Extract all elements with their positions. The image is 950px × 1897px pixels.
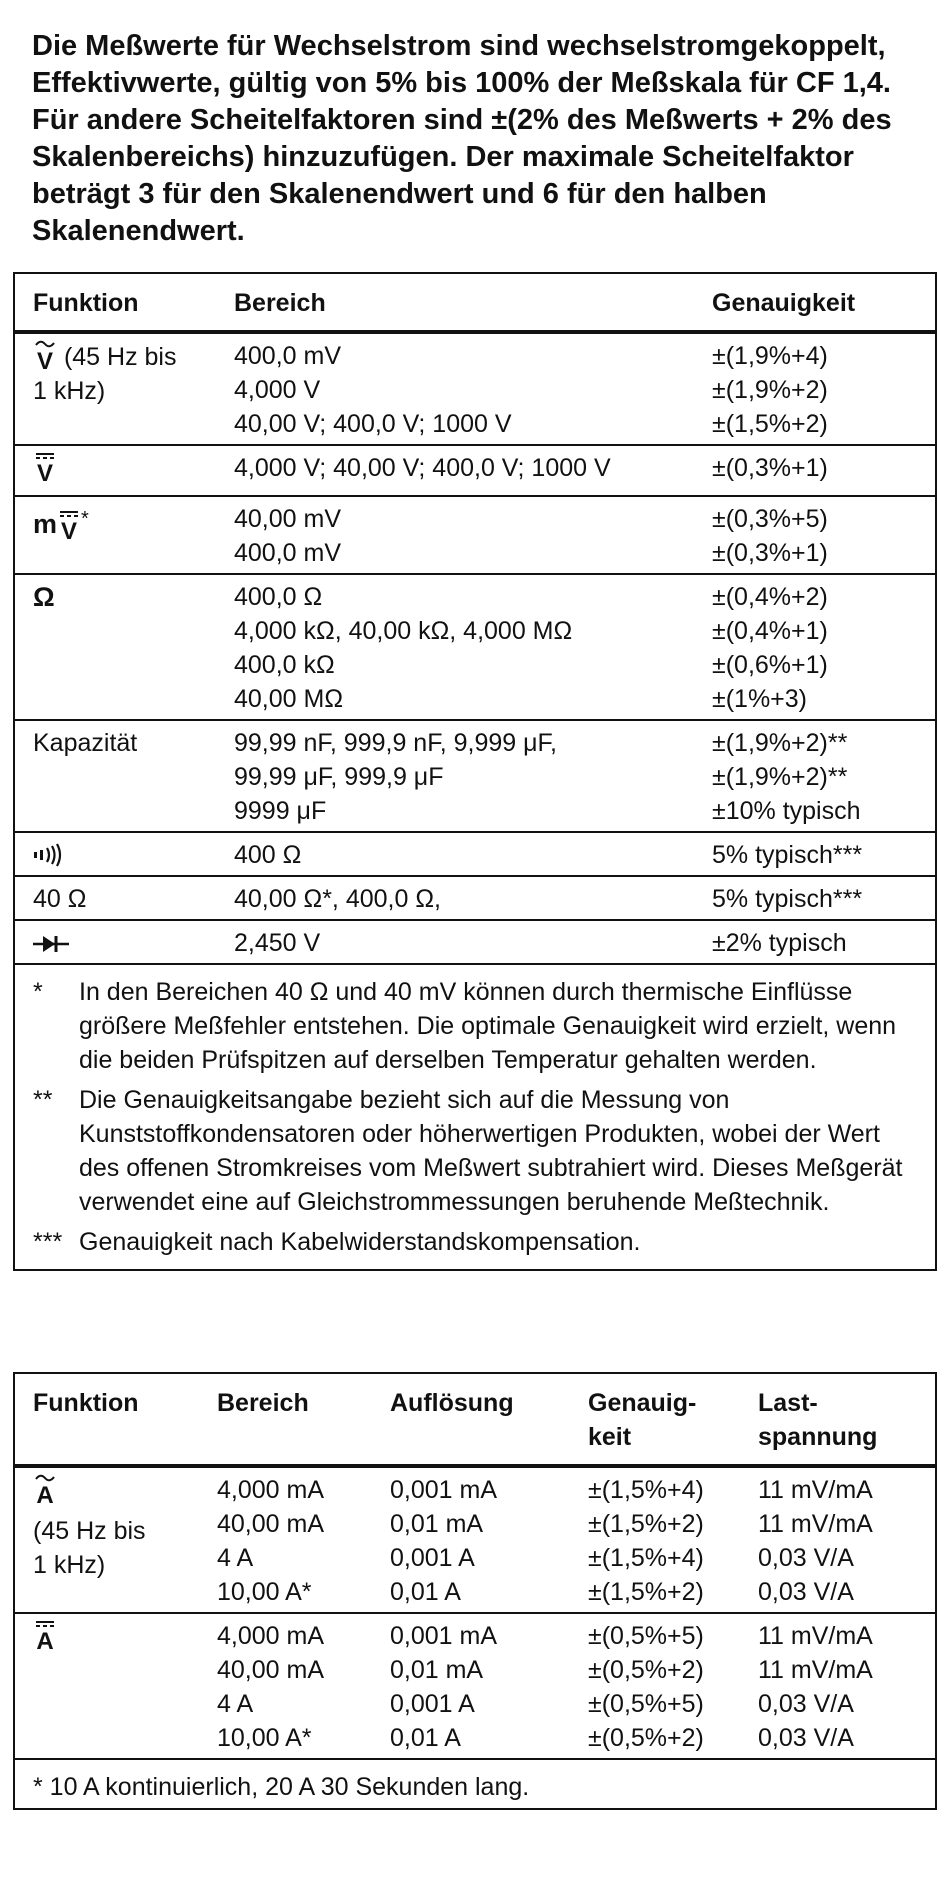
table-row — [14, 876, 936, 920]
voltage-resistance-spec-table — [13, 272, 937, 1271]
function-cell: m V * — [14, 496, 216, 574]
function-cell: 40 Ω — [14, 876, 216, 920]
range-cell: 4,000 mA 40,00 mA 4 A 10,00 A* — [199, 1613, 372, 1759]
accuracy-cell: ±(0,4%+2) ±(0,4%+1) ±(0,6%+1) ±(1%+3) — [694, 574, 936, 720]
svg-text:V: V — [36, 348, 54, 371]
table-header-row — [14, 273, 936, 332]
function-cell: A (45 Hz bis 1 kHz) — [14, 1466, 199, 1613]
column-header: Auflösung — [390, 1389, 514, 1417]
table-row — [14, 920, 936, 964]
footnotes — [14, 964, 936, 1270]
svg-text:A: A — [36, 1482, 54, 1505]
table-row — [14, 1613, 936, 1759]
accuracy-cell: ±(1,5%+4) ±(1,5%+2) ±(1,5%+4) ±(1,5%+2) — [570, 1466, 740, 1613]
column-header: Funktion — [33, 1389, 139, 1417]
burden-voltage-cell: 11 mV/mA 11 mV/mA 0,03 V/A 0,03 V/A — [740, 1466, 936, 1613]
table-row — [14, 332, 936, 445]
range-cell: 4,000 V; 40,00 V; 400,0 V; 1000 V — [216, 445, 694, 496]
table-row — [14, 720, 936, 832]
table-row — [14, 832, 936, 876]
svg-text:V: V — [36, 460, 54, 483]
function-cell: Kapazität — [14, 720, 216, 832]
table-row — [14, 1466, 936, 1613]
accuracy-cell: ±(1,9%+4) ±(1,9%+2) ±(1,5%+2) — [694, 332, 936, 445]
footnote: ** Die Genauigkeitsangabe bezieht sich auf die Messung von Kunststoffkondensatoren oder höherwertigen Produkten, wobei der Wert des offenen Stromkreises vom Meßwert subtrahiert wird. Dieses Meßgerät verwendet eine auf Gleichstrommessungen beruhende Meßtechnik. — [33, 1086, 903, 1216]
ohm-symbol: Ω — [33, 582, 55, 612]
dc-volt-symbol-icon — [57, 509, 81, 541]
range-cell: 40,00 mV 400,0 mV — [216, 496, 694, 574]
svg-text:A: A — [36, 1628, 54, 1651]
current-spec-table — [13, 1372, 937, 1810]
column-header: Genauigkeit — [712, 289, 856, 317]
column-header: Last- spannung — [758, 1389, 878, 1451]
accuracy-cell: ±(1,9%+2)** ±(1,9%+2)** ±10% typisch — [694, 720, 936, 832]
svg-text:V: V — [61, 518, 78, 541]
table-header-row — [14, 1373, 936, 1466]
continuity-beeper-icon — [33, 843, 65, 867]
function-cell — [14, 574, 216, 720]
ac-volt-symbol-icon — [33, 339, 57, 371]
column-header: Funktion — [33, 289, 139, 317]
range-cell: 4,000 mA 40,00 mA 4 A 10,00 A* — [199, 1466, 372, 1613]
table-row — [14, 496, 936, 574]
footnote: * 10 A kontinuierlich, 20 A 30 Sekunden lang. — [14, 1759, 936, 1809]
range-cell: 2,450 V — [216, 920, 694, 964]
accuracy-cell: 5% typisch*** — [694, 876, 936, 920]
footnote: *** Genauigkeit nach Kabelwiderstandskompensation. — [33, 1228, 641, 1256]
function-cell — [14, 920, 216, 964]
footnotes-row — [14, 964, 936, 1270]
range-cell: 400,0 Ω 4,000 kΩ, 40,00 kΩ, 4,000 MΩ 400,0 kΩ 40,00 MΩ — [216, 574, 694, 720]
column-header: Genauig- keit — [588, 1389, 697, 1451]
range-cell: 400 Ω — [216, 832, 694, 876]
ac-ampere-symbol-icon — [33, 1473, 57, 1505]
column-header: Bereich — [234, 289, 326, 317]
function-cell — [14, 832, 216, 876]
accuracy-cell: ±(0,3%+5) ±(0,3%+1) — [694, 496, 936, 574]
footnote: * In den Bereichen 40 Ω und 40 mV können durch thermische Einflüsse größere Meßfehler entstehen. Die optimale Genauigkeit wird erzielt, wenn die beiden Prüfspitzen auf derselben Temperatur gehalten werden. — [33, 978, 897, 1074]
ac-volt-symbol — [33, 341, 57, 371]
range-cell: 400,0 mV 4,000 V 40,00 V; 400,0 V; 1000 V — [216, 332, 694, 445]
intro-paragraph: Die Meßwerte für Wechselstrom sind wechselstromgekoppelt, Effektivwerte, gültig von 5% bis 100% der Meßskala für CF 1,4. Für andere Scheitelfaktoren sind ±(2% des Meßwerts + 2% des Skalenbereichs) hinzuzufügen. Der maximale Scheitelfaktor beträgt 3 für den Skalenendwert und 6 für den halben Skalenendwert. — [32, 30, 892, 247]
function-cell — [14, 1613, 199, 1759]
accuracy-cell: ±(0,3%+1) — [694, 445, 936, 496]
burden-voltage-cell: 11 mV/mA 11 mV/mA 0,03 V/A 0,03 V/A — [740, 1613, 936, 1759]
dc-ampere-symbol-icon — [33, 1619, 57, 1651]
accuracy-cell: 5% typisch*** — [694, 832, 936, 876]
function-cell — [14, 445, 216, 496]
diode-icon — [33, 934, 69, 954]
dc-volt-symbol-icon — [33, 451, 57, 483]
range-cell: 99,99 nF, 999,9 nF, 9,999 μF, 99,99 μF, 999,9 μF 9999 μF — [216, 720, 694, 832]
column-header: Bereich — [217, 1389, 309, 1417]
table-row — [14, 445, 936, 496]
resolution-cell: 0,001 mA 0,01 mA 0,001 A 0,01 A — [372, 1613, 570, 1759]
range-cell: 40,00 Ω*, 400,0 Ω, — [216, 876, 694, 920]
function-cell: V (45 Hz bis 1 kHz) — [14, 332, 216, 445]
accuracy-cell: ±(0,5%+5) ±(0,5%+2) ±(0,5%+5) ±(0,5%+2) — [570, 1613, 740, 1759]
resolution-cell: 0,001 mA 0,01 mA 0,001 A 0,01 A — [372, 1466, 570, 1613]
footnote-row — [14, 1759, 936, 1809]
table-row — [14, 574, 936, 720]
accuracy-cell: ±2% typisch — [694, 920, 936, 964]
